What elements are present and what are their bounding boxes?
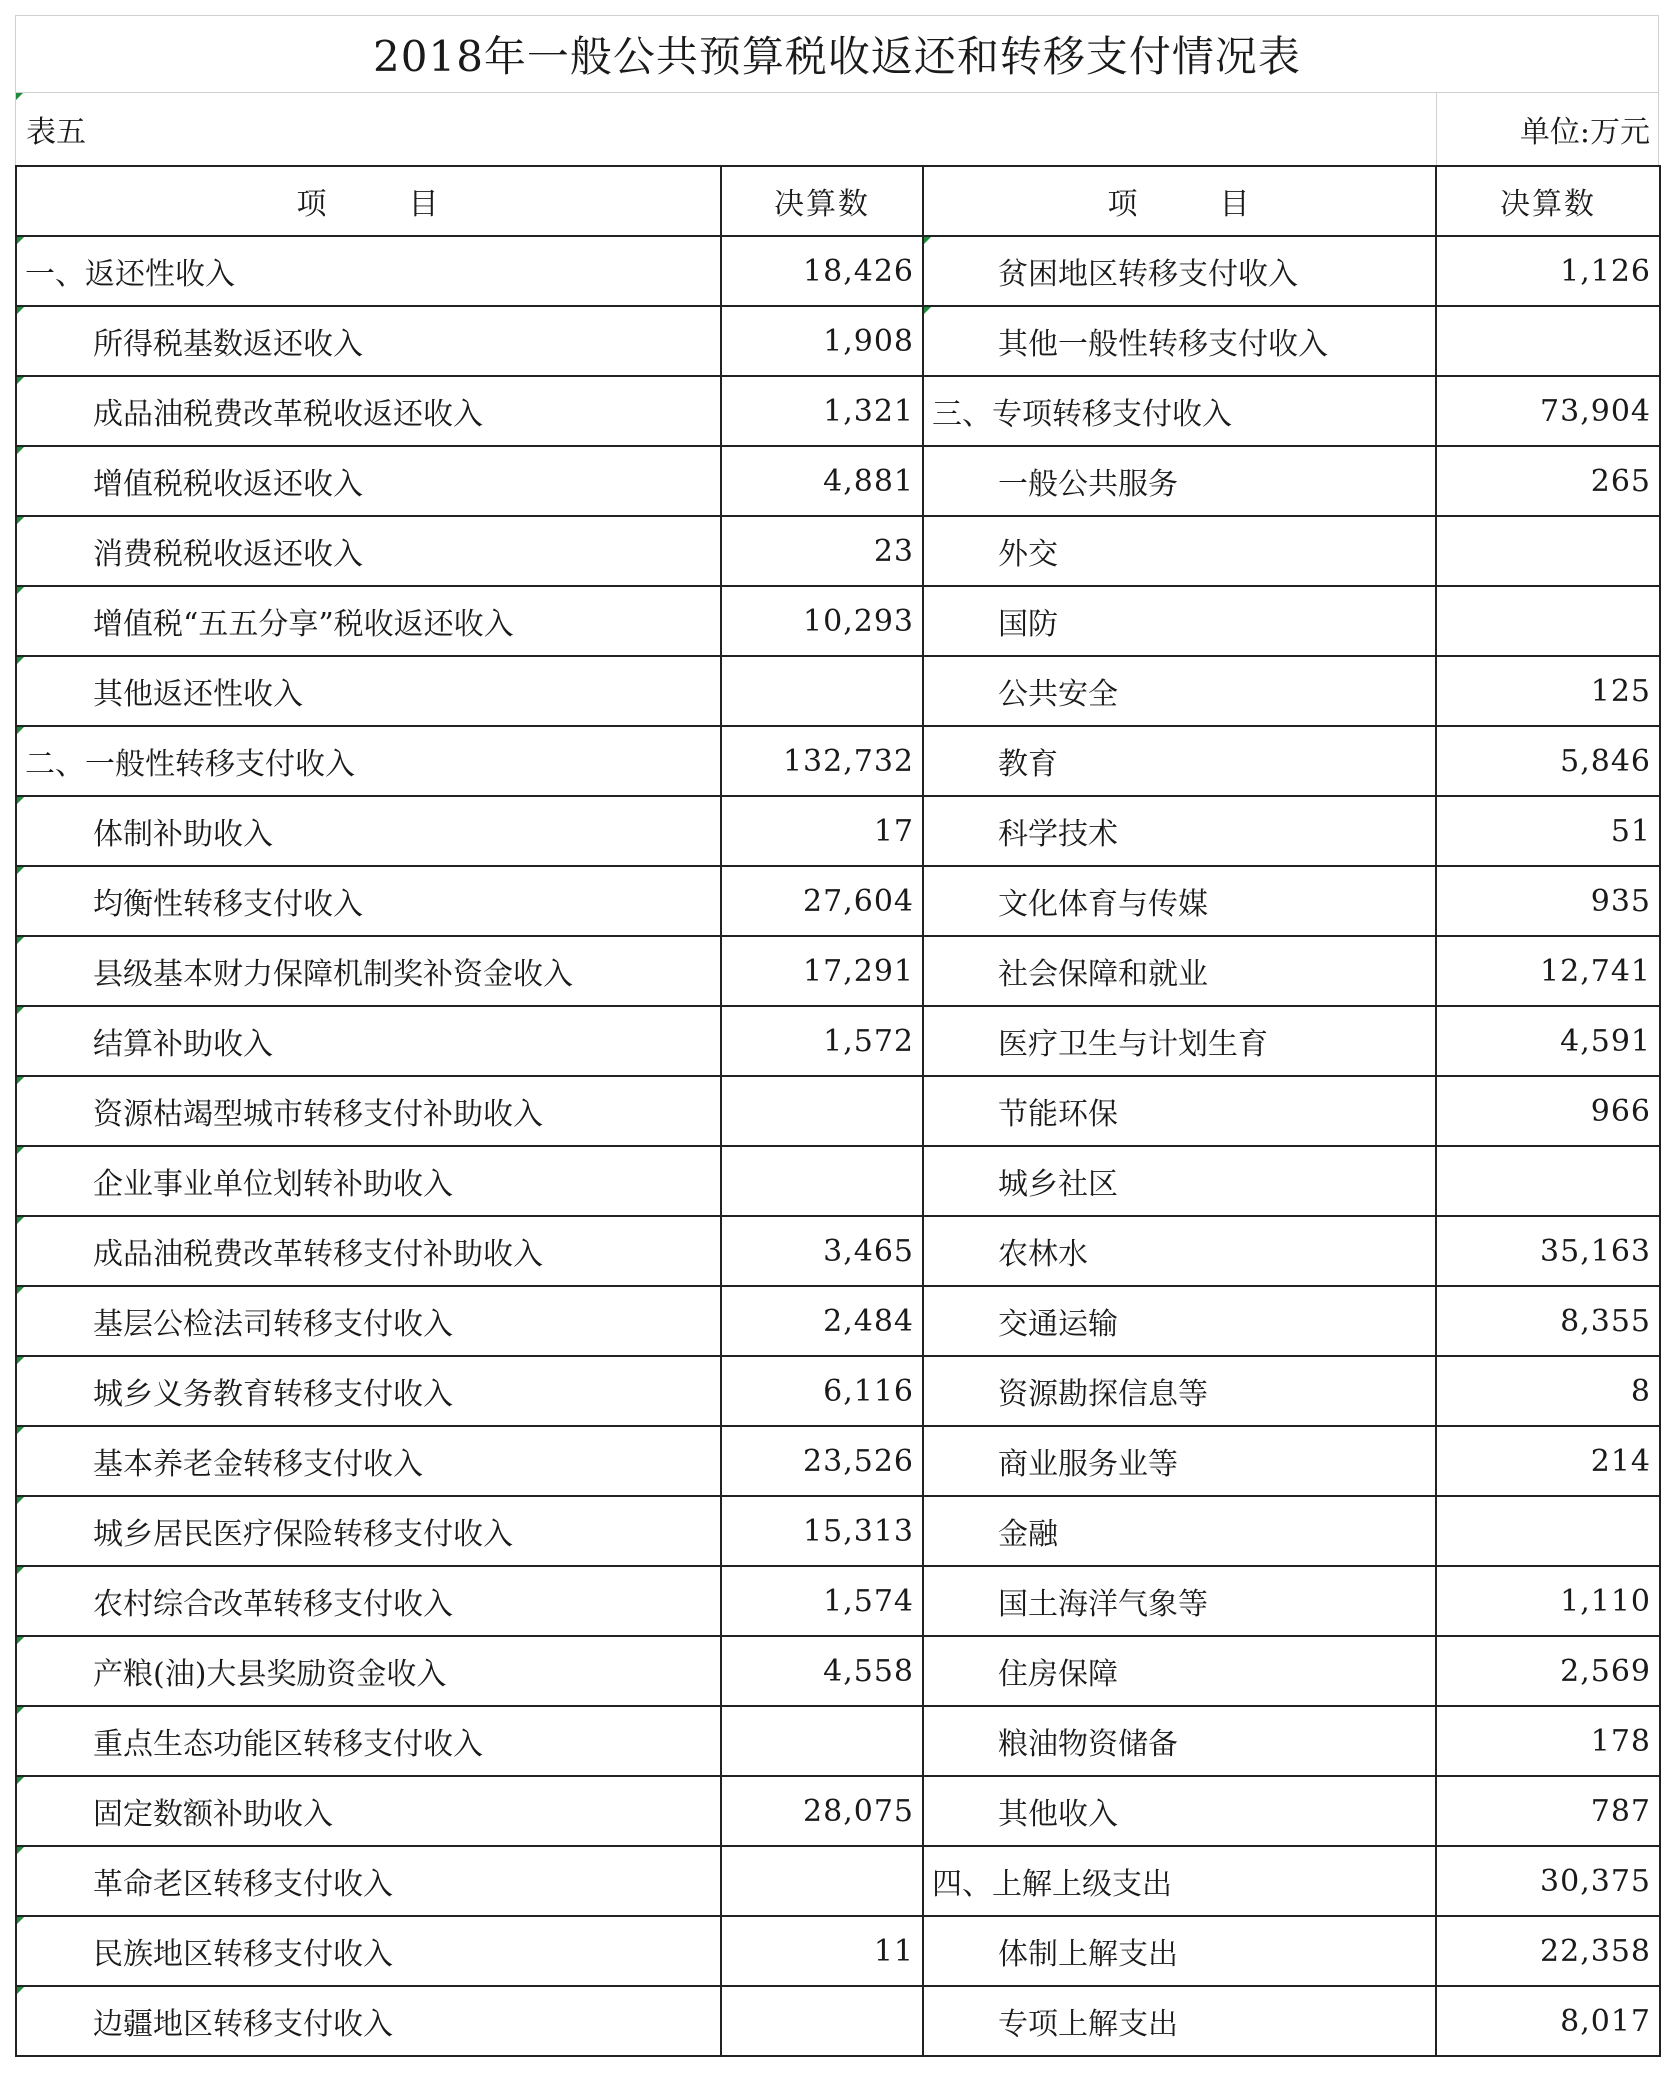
right-amount-cell: 935 <box>1436 866 1660 936</box>
table-label: 表五 <box>16 93 1436 165</box>
right-amount-cell: 12,741 <box>1436 936 1660 1006</box>
left-amount-cell: 27,604 <box>721 866 923 936</box>
right-amount-cell: 265 <box>1436 446 1660 516</box>
right-item-cell: 其他一般性转移支付收入 <box>923 306 1436 376</box>
right-amount-cell: 787 <box>1436 1776 1660 1846</box>
table-row <box>16 446 1660 516</box>
left-amount-cell: 23,526 <box>721 1426 923 1496</box>
right-amount-cell <box>1436 1146 1660 1216</box>
table-row <box>16 936 1660 1006</box>
header-item-right-a: 项 <box>1107 187 1140 222</box>
left-item-cell: 成品油税费改革税收返还收入 <box>16 376 721 446</box>
left-item-cell: 体制补助收入 <box>16 796 721 866</box>
right-item-cell: 金融 <box>923 1496 1436 1566</box>
right-item-cell: 农林水 <box>923 1216 1436 1286</box>
right-item-cell: 体制上解支出 <box>923 1916 1436 1986</box>
table-row <box>16 1006 1660 1076</box>
left-item-cell: 农村综合改革转移支付收入 <box>16 1566 721 1636</box>
right-amount-cell <box>1436 516 1660 586</box>
left-item-cell: 资源枯竭型城市转移支付补助收入 <box>16 1076 721 1146</box>
right-item-cell: 贫困地区转移支付收入 <box>923 236 1436 306</box>
table-row <box>16 1706 1660 1776</box>
table-row <box>16 796 1660 866</box>
right-item-cell: 文化体育与传媒 <box>923 866 1436 936</box>
right-amount-cell: 8 <box>1436 1356 1660 1426</box>
table-row <box>16 1286 1660 1356</box>
table-row <box>16 1426 1660 1496</box>
table-row <box>16 1356 1660 1426</box>
header-item-left-a: 项 <box>296 187 329 222</box>
table-row <box>16 236 1660 306</box>
left-item-cell: 均衡性转移支付收入 <box>16 866 721 936</box>
left-amount-cell: 17,291 <box>721 936 923 1006</box>
right-amount-cell: 30,375 <box>1436 1846 1660 1916</box>
right-item-cell: 专项上解支出 <box>923 1986 1436 2056</box>
right-item-cell: 教育 <box>923 726 1436 796</box>
table-row <box>16 1076 1660 1146</box>
right-item-cell: 一般公共服务 <box>923 446 1436 516</box>
header-amount-left: 决算数 <box>721 166 923 236</box>
left-item-cell: 革命老区转移支付收入 <box>16 1846 721 1916</box>
table-row <box>16 586 1660 656</box>
table-row <box>16 1216 1660 1286</box>
header-row <box>16 166 1660 236</box>
right-item-cell: 四、上解上级支出 <box>923 1846 1436 1916</box>
right-amount-cell: 2,569 <box>1436 1636 1660 1706</box>
meta-row <box>15 92 1659 165</box>
right-amount-cell <box>1436 306 1660 376</box>
right-amount-cell: 125 <box>1436 656 1660 726</box>
right-item-cell: 公共安全 <box>923 656 1436 726</box>
left-amount-cell <box>721 1146 923 1216</box>
right-amount-cell: 4,591 <box>1436 1006 1660 1076</box>
right-item-cell: 外交 <box>923 516 1436 586</box>
right-amount-cell: 1,126 <box>1436 236 1660 306</box>
right-item-cell: 三、专项转移支付收入 <box>923 376 1436 446</box>
right-amount-cell <box>1436 1496 1660 1566</box>
left-item-cell: 基本养老金转移支付收入 <box>16 1426 721 1496</box>
left-amount-cell: 4,881 <box>721 446 923 516</box>
table-row <box>16 1566 1660 1636</box>
header-item-right <box>923 166 1436 236</box>
header-item-right-b: 目 <box>1219 187 1252 222</box>
budget-table <box>15 165 1661 2057</box>
unit-label: 单位:万元 <box>1436 93 1658 165</box>
table-row <box>16 1916 1660 1986</box>
left-item-cell: 重点生态功能区转移支付收入 <box>16 1706 721 1776</box>
right-item-cell: 粮油物资储备 <box>923 1706 1436 1776</box>
spreadsheet <box>15 15 1659 2057</box>
left-item-cell: 结算补助收入 <box>16 1006 721 1076</box>
left-amount-cell: 15,313 <box>721 1496 923 1566</box>
right-item-cell: 资源勘探信息等 <box>923 1356 1436 1426</box>
left-item-cell: 成品油税费改革转移支付补助收入 <box>16 1216 721 1286</box>
left-item-cell: 民族地区转移支付收入 <box>16 1916 721 1986</box>
right-amount-cell: 35,163 <box>1436 1216 1660 1286</box>
left-item-cell: 增值税税收返还收入 <box>16 446 721 516</box>
right-amount-cell: 8,355 <box>1436 1286 1660 1356</box>
left-amount-cell: 10,293 <box>721 586 923 656</box>
left-amount-cell <box>721 1076 923 1146</box>
table-row <box>16 376 1660 446</box>
table-row <box>16 866 1660 936</box>
right-amount-cell: 8,017 <box>1436 1986 1660 2056</box>
left-item-cell: 企业事业单位划转补助收入 <box>16 1146 721 1216</box>
left-item-cell: 产粮(油)大县奖励资金收入 <box>16 1636 721 1706</box>
right-item-cell: 城乡社区 <box>923 1146 1436 1216</box>
left-item-cell: 消费税税收返还收入 <box>16 516 721 586</box>
left-amount-cell <box>721 1846 923 1916</box>
table-row <box>16 1986 1660 2056</box>
page-title: 2018年一般公共预算税收返还和转移支付情况表 <box>373 32 1301 81</box>
right-amount-cell: 5,846 <box>1436 726 1660 796</box>
right-amount-cell: 22,358 <box>1436 1916 1660 1986</box>
left-amount-cell: 4,558 <box>721 1636 923 1706</box>
left-amount-cell: 3,465 <box>721 1216 923 1286</box>
title-row <box>15 15 1659 92</box>
table-row <box>16 1146 1660 1216</box>
left-amount-cell: 2,484 <box>721 1286 923 1356</box>
left-item-cell: 城乡居民医疗保险转移支付收入 <box>16 1496 721 1566</box>
right-amount-cell <box>1436 586 1660 656</box>
right-amount-cell: 51 <box>1436 796 1660 866</box>
left-amount-cell: 1,572 <box>721 1006 923 1076</box>
left-amount-cell: 23 <box>721 516 923 586</box>
table-row <box>16 306 1660 376</box>
header-item-left-b: 目 <box>408 187 441 222</box>
right-amount-cell: 966 <box>1436 1076 1660 1146</box>
left-amount-cell: 18,426 <box>721 236 923 306</box>
left-item-cell: 增值税“五五分享”税收返还收入 <box>16 586 721 656</box>
right-amount-cell: 73,904 <box>1436 376 1660 446</box>
left-item-cell: 固定数额补助收入 <box>16 1776 721 1846</box>
right-amount-cell: 178 <box>1436 1706 1660 1776</box>
left-amount-cell: 132,732 <box>721 726 923 796</box>
right-item-cell: 国防 <box>923 586 1436 656</box>
left-amount-cell: 28,075 <box>721 1776 923 1846</box>
left-amount-cell <box>721 1706 923 1776</box>
right-item-cell: 医疗卫生与计划生育 <box>923 1006 1436 1076</box>
table-row <box>16 1846 1660 1916</box>
table-row <box>16 1496 1660 1566</box>
right-item-cell: 国土海洋气象等 <box>923 1566 1436 1636</box>
left-amount-cell: 1,321 <box>721 376 923 446</box>
left-amount-cell: 1,908 <box>721 306 923 376</box>
right-item-cell: 商业服务业等 <box>923 1426 1436 1496</box>
left-amount-cell <box>721 1986 923 2056</box>
header-item-left <box>16 166 721 236</box>
right-amount-cell: 1,110 <box>1436 1566 1660 1636</box>
table-row <box>16 516 1660 586</box>
table-body <box>16 236 1660 2056</box>
left-item-cell: 其他返还性收入 <box>16 656 721 726</box>
left-amount-cell <box>721 656 923 726</box>
header-amount-right: 决算数 <box>1436 166 1660 236</box>
left-amount-cell: 1,574 <box>721 1566 923 1636</box>
right-item-cell: 科学技术 <box>923 796 1436 866</box>
left-item-cell: 城乡义务教育转移支付收入 <box>16 1356 721 1426</box>
left-item-cell: 边疆地区转移支付收入 <box>16 1986 721 2056</box>
right-item-cell: 其他收入 <box>923 1776 1436 1846</box>
left-item-cell: 二、一般性转移支付收入 <box>16 726 721 796</box>
right-item-cell: 交通运输 <box>923 1286 1436 1356</box>
table-row <box>16 726 1660 796</box>
left-item-cell: 一、返还性收入 <box>16 236 721 306</box>
right-amount-cell: 214 <box>1436 1426 1660 1496</box>
left-amount-cell: 17 <box>721 796 923 866</box>
left-amount-cell: 6,116 <box>721 1356 923 1426</box>
left-amount-cell: 11 <box>721 1916 923 1986</box>
left-item-cell: 县级基本财力保障机制奖补资金收入 <box>16 936 721 1006</box>
right-item-cell: 住房保障 <box>923 1636 1436 1706</box>
left-item-cell: 所得税基数返还收入 <box>16 306 721 376</box>
table-row <box>16 1776 1660 1846</box>
table-row <box>16 656 1660 726</box>
table-row <box>16 1636 1660 1706</box>
left-item-cell: 基层公检法司转移支付收入 <box>16 1286 721 1356</box>
right-item-cell: 社会保障和就业 <box>923 936 1436 1006</box>
right-item-cell: 节能环保 <box>923 1076 1436 1146</box>
